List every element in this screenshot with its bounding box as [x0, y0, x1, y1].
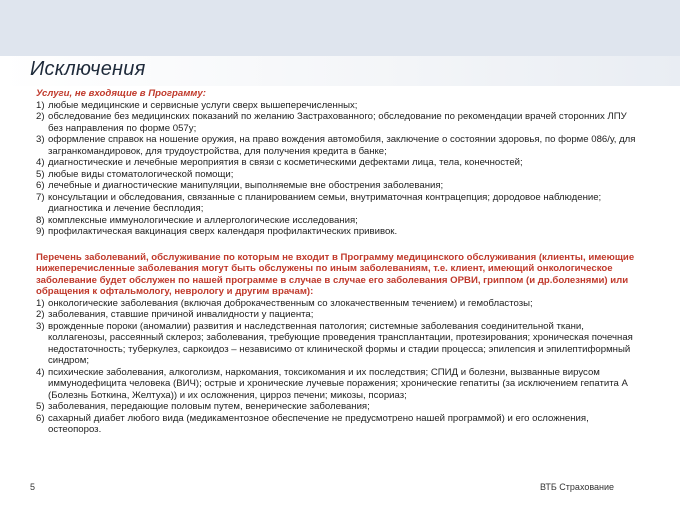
item-text: диагностические и лечебные мероприятия в связи с косметическими дефектами лица, тела, конечностей; — [48, 157, 523, 168]
list-item — [36, 413, 642, 436]
list-item — [36, 100, 642, 112]
item-text: оформление справок на ношение оружия, на право вождения автомобиля, заключение о состоянии здоровья, по форме 086/у, для загранкомандировок, для трудоустройства, для получения кредита в банке; — [48, 134, 636, 157]
section-heading-diseases: Перечень заболеваний, обслуживание по которым не входит в Программу медицинского обслуживания (клиенты, имеющие нижеперечисленные заболевания могут быть обслужены по иным заболеваниям, т.е. клиент, имеющий онкологическое заболевание будет обслужен по нашей программе в случае в случае его заболевания ОРВИ, гриппом (и др.болезнями) или обращения к офтальмологу, неврологу и другим врачам): — [36, 251, 635, 297]
item-text: врожденные пороки (аномалии) развития и наследственная патология; системные заболевания соединительной ткани, коллагенозы, рассеянный склероз; заболевания, требующие проведения трансплантации, протезирования; хроническая почечная недостаточность; туберкулез, саркоидоз – независимо от клинической формы и стадии процесса; эпилепсия и эпилептиформный синдром; — [48, 320, 633, 366]
list-item — [36, 111, 642, 134]
item-number: 7) — [36, 191, 45, 203]
section-heading-services: Услуги, не входящие в Программу: — [36, 88, 206, 99]
item-number: 5) — [36, 401, 45, 412]
item-number: 1) — [36, 99, 45, 111]
item-text: сахарный диабет любого вида (медикаментозное обеспечение не предусмотрено нашей программой) и его осложнения, остеопороз. — [48, 412, 589, 435]
item-text: любые виды стоматологической помощи; — [48, 168, 234, 180]
item-text: заболевания, ставшие причиной инвалидности у пациента; — [48, 309, 314, 320]
page-number: 5 — [30, 482, 36, 492]
item-text: профилактическая вакцинация сверх календаря профилактических прививок. — [48, 226, 398, 237]
list-item — [36, 157, 642, 169]
list-item — [36, 401, 642, 413]
item-number: 3) — [36, 134, 45, 145]
item-number: 9) — [36, 226, 45, 237]
page-title: Исключения — [30, 58, 146, 80]
item-number: 5) — [36, 168, 45, 180]
item-number: 2) — [36, 309, 45, 320]
item-number: 1) — [36, 297, 45, 309]
section-gap — [36, 238, 642, 252]
item-number: 4) — [36, 366, 45, 378]
item-number: 4) — [36, 157, 45, 168]
item-text: онкологические заболевания (включая доброкачественным со злокачественным течением) и гемобластозы; — [48, 297, 533, 309]
item-number: 6) — [36, 180, 45, 191]
item-text: обследование без медицинских показаний по желанию Застрахованного; обследование по рекомендации врачей сторонних ЛПУ без направления по форме 057у; — [48, 111, 627, 134]
content-area — [36, 88, 642, 436]
item-text: комплексные иммунологические и аллергологические исследования; — [48, 214, 358, 226]
item-number: 6) — [36, 412, 45, 424]
services-list — [36, 100, 642, 238]
list-item — [36, 215, 642, 227]
item-text: лечебные и диагностические манипуляции, выполняемые вне обострения заболевания; — [48, 180, 444, 191]
list-item — [36, 367, 642, 402]
diseases-list — [36, 298, 642, 436]
list-item — [36, 192, 642, 215]
list-item — [36, 226, 642, 238]
item-text: любые медицинские и сервисные услуги сверх вышеперечисленных; — [48, 99, 358, 111]
list-item — [36, 169, 642, 181]
item-number: 2) — [36, 111, 45, 122]
brand-footer: ВТБ Страхование — [540, 482, 615, 492]
item-text: заболевания, передающие половым путем, венерические заболевания; — [48, 401, 370, 412]
item-number: 8) — [36, 214, 45, 226]
list-item — [36, 321, 642, 367]
list-item — [36, 309, 642, 321]
list-item — [36, 298, 642, 310]
list-item — [36, 134, 642, 157]
list-item — [36, 180, 642, 192]
item-text: консультации и обследования, связанные с планированием семьи, внутриматочная контрацепция; дородовое наблюдение; диагностика и лечение бесплодия; — [48, 191, 602, 214]
header-band — [0, 0, 680, 56]
item-text: психические заболевания, алкоголизм, наркомания, токсикомания и их последствия; СПИД и болезни, вызванные вирусом иммунодефицита человека (ВИЧ); острые и хронические лучевые поражения; хронические гепатиты (за исключением гепатита А (Болезнь Боткина, Желтуха)) и их осложнения, цирроз печени; микозы, псориаз; — [48, 366, 628, 401]
item-number: 3) — [36, 320, 45, 332]
